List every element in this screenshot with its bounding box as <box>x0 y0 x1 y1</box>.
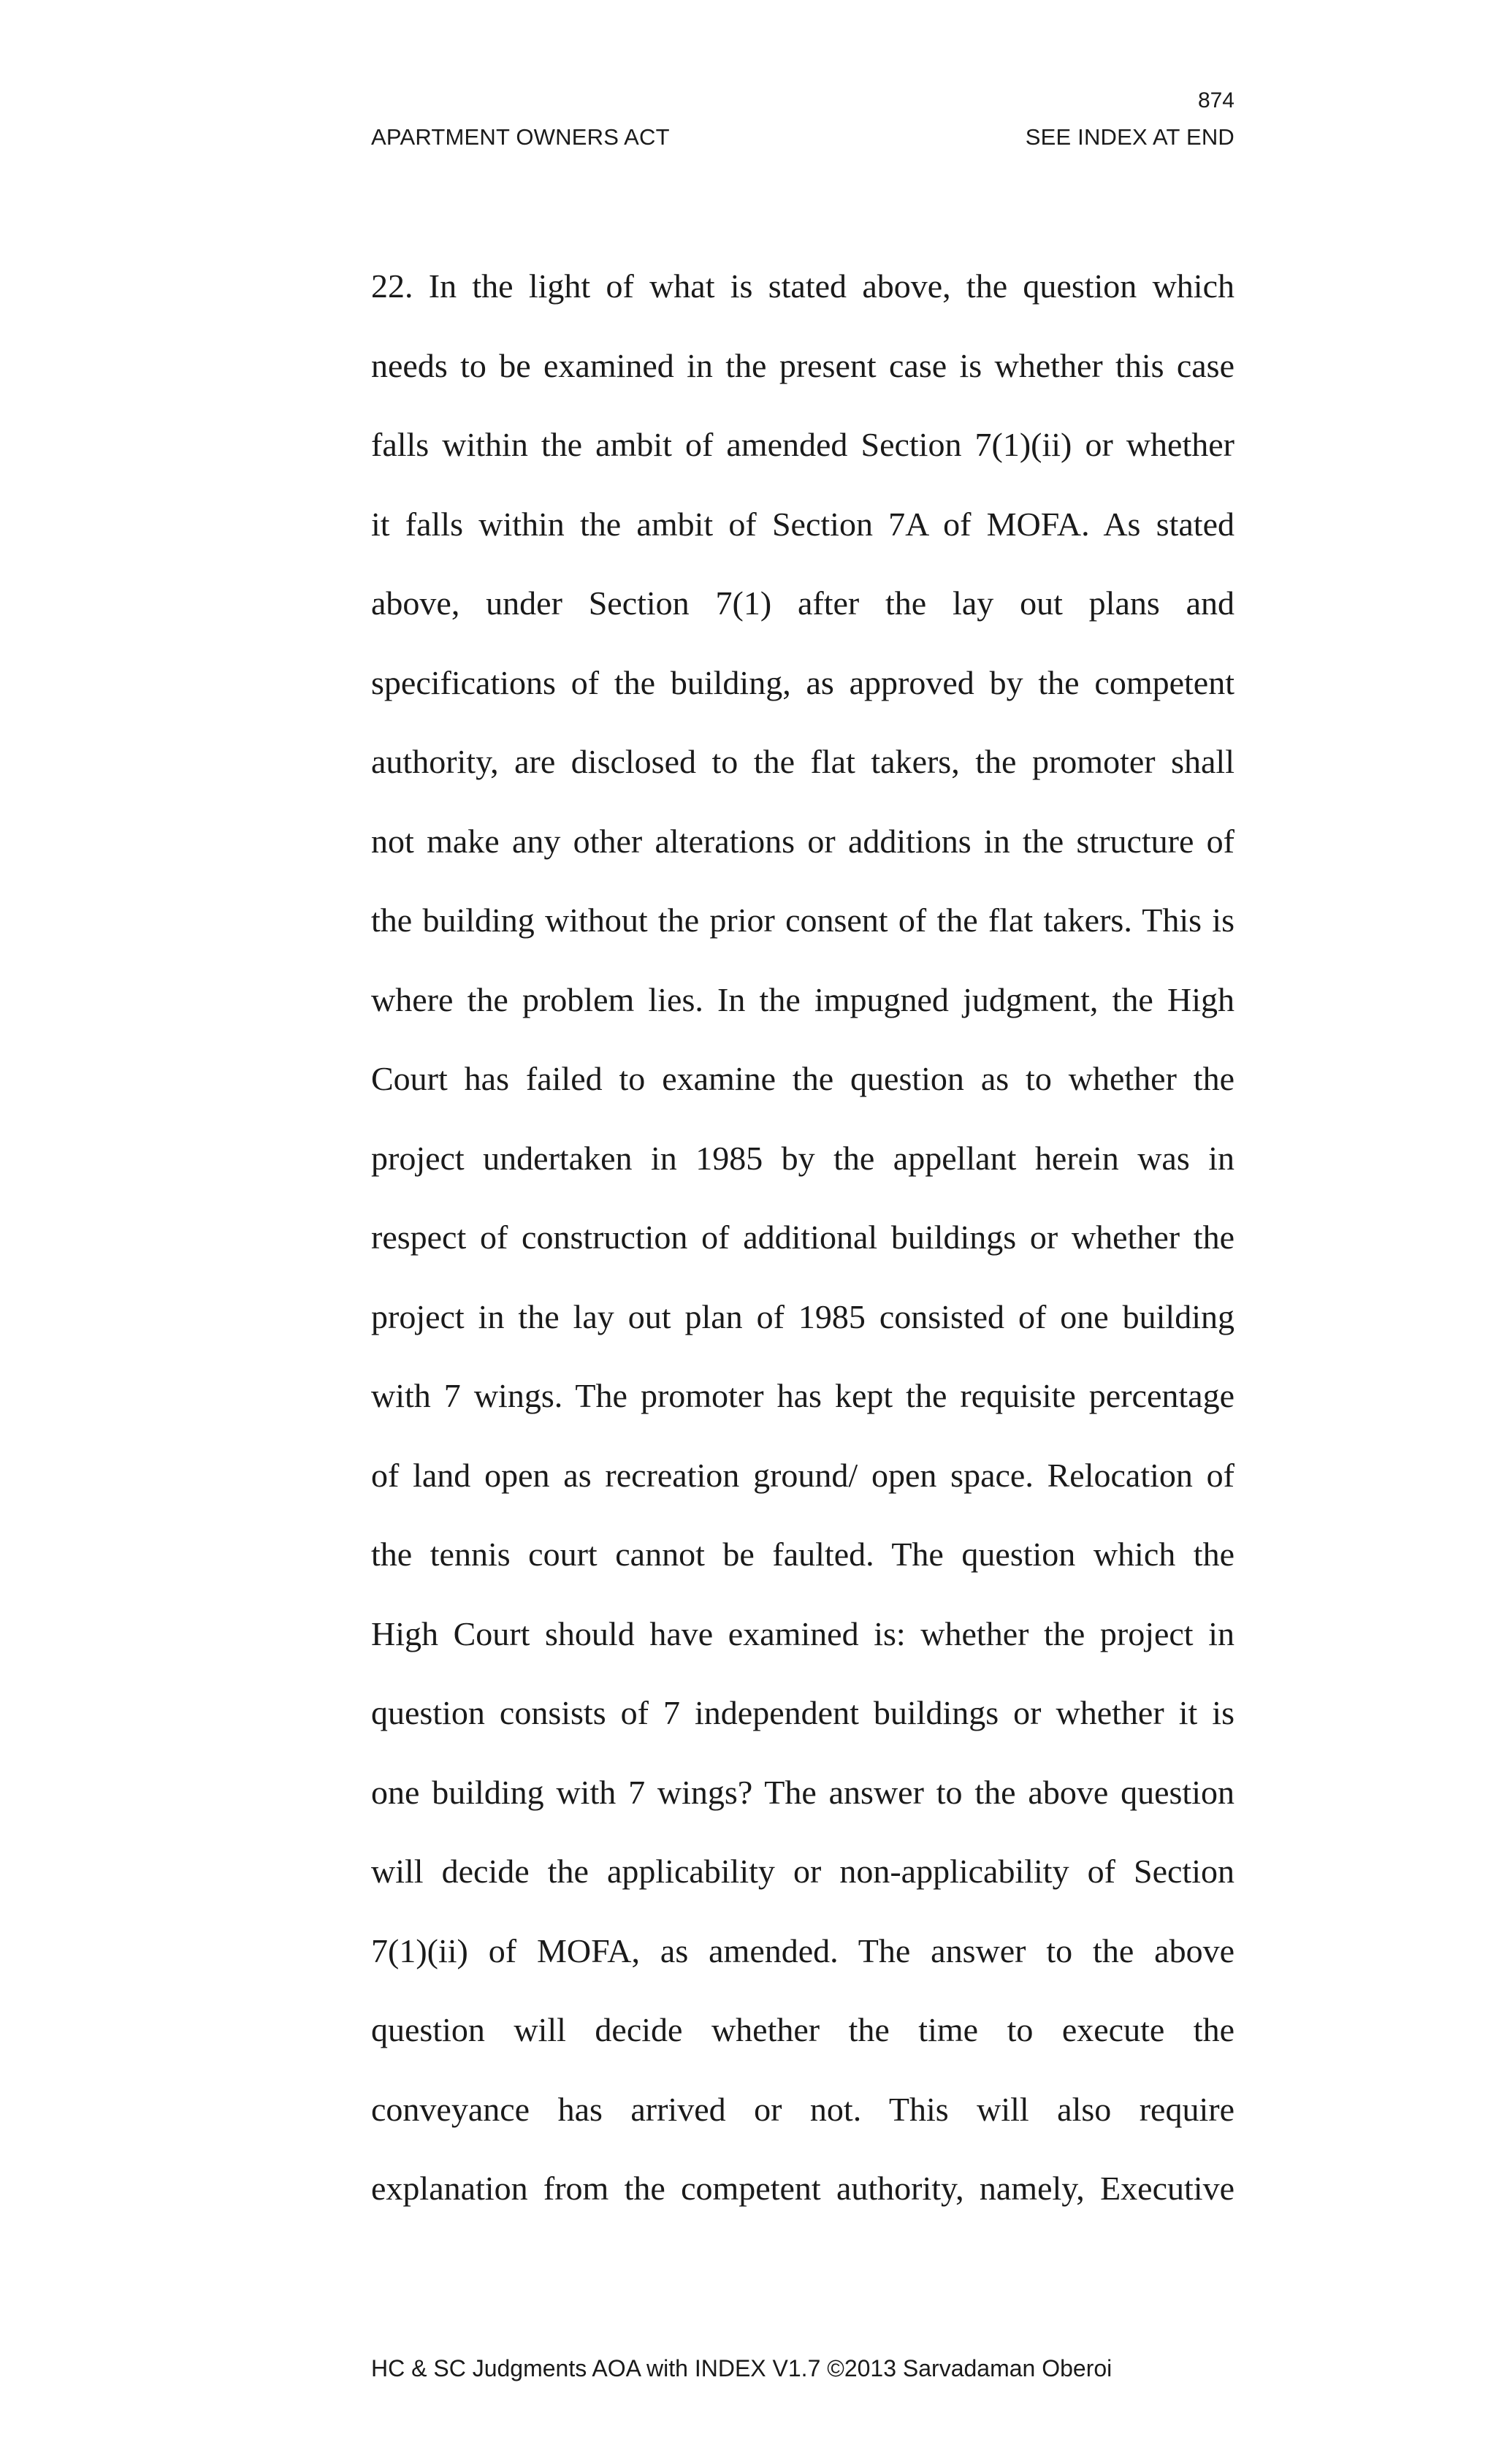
text-line: one building with 7 wings? The answer to the above question <box>371 1773 1234 1811</box>
text-line: question consists of 7 independent buildings or whether it is <box>371 1694 1234 1731</box>
text-line: the tennis court cannot be faulted. The question which the <box>371 1536 1234 1573</box>
text-line: with 7 wings. The promoter has kept the requisite percentage <box>371 1377 1234 1414</box>
page-footer: HC & SC Judgments AOA with INDEX V1.7 ©2013 Sarvadaman Oberoi <box>371 2355 1113 2381</box>
text-line: question will decide whether the time to execute the <box>371 2011 1234 2048</box>
text-line: project undertaken in 1985 by the appellant herein was in <box>371 1139 1234 1177</box>
text-line: will decide the applicability or non-applicability of Section <box>371 1853 1234 1890</box>
text-line: High Court should have examined is: whether the project in <box>371 1614 1234 1652</box>
text-line: authority, are disclosed to the flat takers, the promoter shall <box>371 743 1234 780</box>
text-line: falls within the ambit of amended Section 7(1)(ii) or whether <box>371 426 1234 463</box>
paragraph-22 <box>371 259 1234 2240</box>
page-number: 874 <box>1197 88 1234 112</box>
text-line: needs to be examined in the present case is whether this case <box>371 346 1234 384</box>
text-line: of land open as recreation ground/ open space. Relocation of <box>371 1456 1234 1494</box>
text-line: where the problem lies. In the impugned judgment, the High <box>371 980 1234 1018</box>
text-line: above, under Section 7(1) after the lay out plans and <box>371 584 1234 622</box>
text-line: project in the lay out plan of 1985 consisted of one building <box>371 1297 1234 1335</box>
text-line: it falls within the ambit of Section 7A of MOFA. As stated <box>371 505 1234 543</box>
text-line: Court has failed to examine the question as to whether the <box>371 1060 1234 1097</box>
text-line: conveyance has arrived or not. This will also require <box>371 2090 1234 2128</box>
running-header-left: APARTMENT OWNERS ACT <box>371 124 670 150</box>
text-line: explanation from the competent authority, namely, Executive <box>371 2170 1234 2207</box>
text-line: the building without the prior consent of the flat takers. This is <box>371 901 1234 939</box>
running-header-right: SEE INDEX AT END <box>1025 124 1234 150</box>
text-line: 22. In the light of what is stated above, the question which <box>371 267 1234 305</box>
text-line: 7(1)(ii) of MOFA, as amended. The answer to the above <box>371 1931 1234 1969</box>
text-line: respect of construction of additional buildings or whether the <box>371 1218 1234 1256</box>
text-line: specifications of the building, as approved by the competent <box>371 663 1234 701</box>
text-line: not make any other alterations or additions in the structure of <box>371 822 1234 860</box>
